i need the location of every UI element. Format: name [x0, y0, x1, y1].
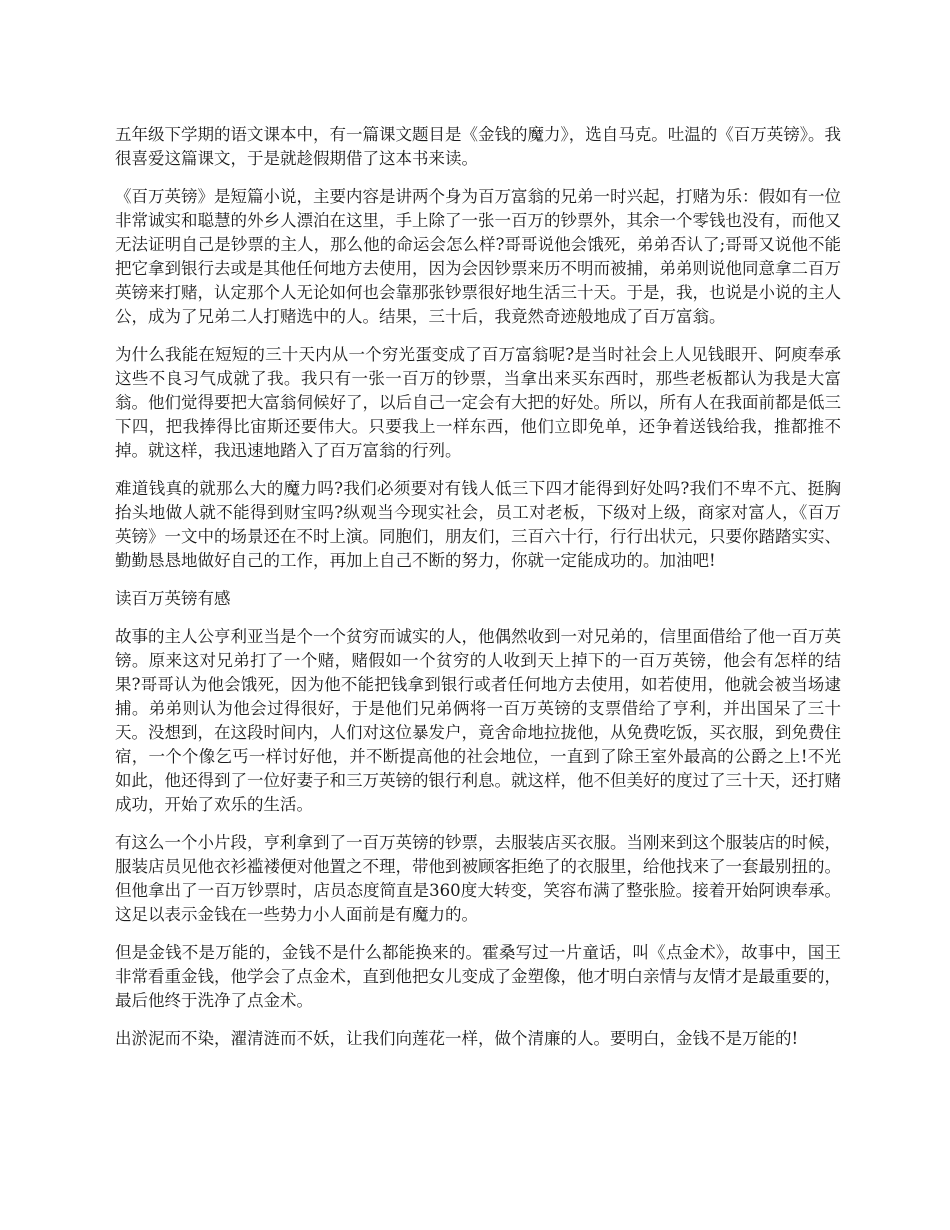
paragraph-summary: 《百万英镑》是短篇小说，主要内容是讲两个身为百万富翁的兄弟一时兴起，打赌为乐：假如有一位非常诚实和聪慧的外乡人漂泊在这里，手上除了一张一百万的钞票外，其余一个零钱也没有，而他又无法证明自己是钞票的主人，那么他的命运会怎么样?哥哥说他会饿死，弟弟否认了;哥哥又说他不能把它拿到银行去或是其他任何地方去使用，因为会因钞票来历不明而被捕，弟弟则说他同意拿二百万英镑来打赌，认定那个人无论如何也会靠那张钞票很好地生活三十天。于是，我，也说是小说的主人公，成为了兄弟二人打赌选中的人。结果，三十后，我竟然奇迹般地成了百万富翁。 [115, 187, 841, 326]
section-heading: 读百万英镑有感 [115, 589, 231, 608]
paragraph-reflection: 难道钱真的就那么大的魔力吗?我们必须要对有钱人低三下四才能得到好处吗?我们不卑不亢、挺胸抬头地做人就不能得到财宝吗?纵观当今现实社会，员工对老板，下级对上级，商家对富人，《百万英镑》一文中的场景还在不时上演。同胞们，朋友们，三百六十行，行行出状元，只要你踏踏实实、勤勤恳恳地做好自己的工作，再加上自己不断的努力，你就一定能成功的。加油吧! [115, 479, 841, 570]
paragraph-golden-touch: 但是金钱不是万能的，金钱不是什么都能换来的。霍桑写过一片童话，叫《点金术》，故事中，国王非常看重金钱，他学会了点金术，直到他把女儿变成了金塑像，他才明白亲情与友情才是最重要的，最后他终于洗净了点金术。 [115, 943, 841, 1010]
paragraph-reason: 为什么我能在短短的三十天内从一个穷光蛋变成了百万富翁呢?是当时社会上人见钱眼开、阿庾奉承这些不良习气成就了我。我只有一张一百万的钞票，当拿出来买东西时，那些老板都认为我是大富翁。他们觉得要把大富翁伺候好了，以后自己一定会有大把的好处。所以，所有人在我面前都是低三下四，把我捧得比宙斯还要伟大。只要我上一样东西，他们立即免单，还争着送钱给我，推都推不掉。就这样，我迅速地踏入了百万富翁的行列。 [115, 345, 841, 460]
paragraph-conclusion: 出淤泥而不染，濯清涟而不妖，让我们向莲花一样，做个清廉的人。要明白，金钱不是万能的! [115, 1029, 799, 1048]
paragraph-intro: 五年级下学期的语文课本中，有一篇课文题目是《金钱的魔力》，选自马克。吐温的《百万英镑》。我很喜爱这篇课文，于是就趁假期借了这本书来读。 [115, 125, 841, 168]
paragraph-story: 故事的主人公亨利亚当是个一个贫穷而诚实的人，他偶然收到一对兄弟的，信里面借给了他一百万英镑。原来这对兄弟打了一个赌，赌假如一个贫穷的人收到天上掉下的一百万英镑，他会有怎样的结果?哥哥认为他会饿死，因为他不能把钱拿到银行或者任何地方去使用，如若使用，他就会被当场逮捕。弟弟则认为他会过得很好，于是他们兄弟俩将一百万英镑的支票借给了亨利，并出国呆了三十天。没想到，在这段时间内，人们对这位暴发户，竟舍命地拉拢他，从免费吃饭，买衣服，到免费住宿，一个个像乞丐一样讨好他，并不断提高他的社会地位，一直到了除王室外最高的公爵之上!不光如此，他还得到了一位好妻子和三万英镑的银行利息。就这样，他不但美好的度过了三十天，还打赌成功，开始了欢乐的生活。 [115, 627, 841, 814]
document-page [115, 123, 841, 1065]
paragraph-clothing-store: 有这么一个小片段，亨利拿到了一百万英镑的钞票，去服装店买衣服。当刚来到这个服装店的时候，服装店员见他衣衫褴褛便对他置之不理，带他到被顾客拒绝了的衣服里，给他找来了一套最别扭的。但他拿出了一百万钞票时，店员态度简直是360度大转变，笑容布满了整张脸。接着开始阿谀奉承。这足以表示金钱在一些势力小人面前是有魔力的。 [115, 833, 841, 924]
